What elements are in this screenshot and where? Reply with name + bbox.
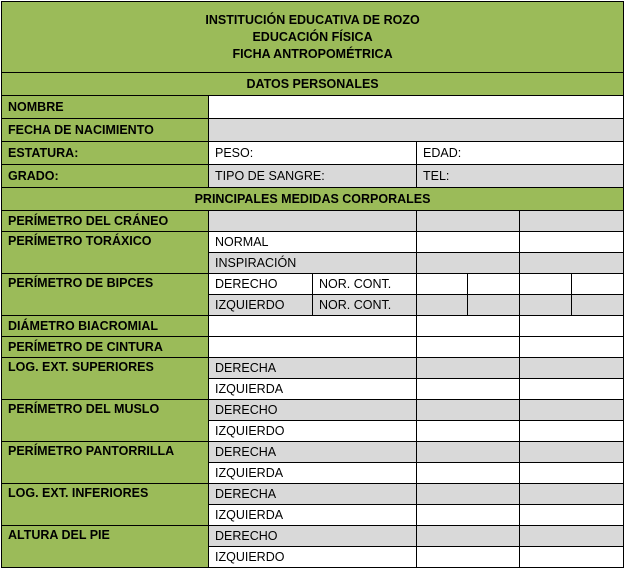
cell-toraxico-insp-1[interactable] — [417, 253, 520, 274]
label-craneo: PERÍMETRO DEL CRÁNEO — [2, 211, 209, 232]
cell-ext-inf-der-1[interactable] — [417, 484, 520, 505]
cell-muslo-der-2[interactable] — [520, 400, 624, 421]
cell-pantorrilla-izq-1[interactable] — [417, 463, 520, 484]
field-tipo-sangre[interactable]: TIPO DE SANGRE: — [209, 165, 417, 188]
row-fecha-nacimiento — [2, 119, 624, 142]
header-row — [2, 2, 624, 73]
row-toraxico-normal — [2, 232, 624, 253]
subject-name: EDUCACIÓN FÍSICA — [252, 29, 373, 44]
field-edad[interactable]: EDAD: — [417, 142, 624, 165]
sublabel-altura-pie-derecho: DERECHO — [209, 526, 417, 547]
cell-biacromial-1[interactable] — [209, 316, 417, 337]
cell-toraxico-insp-2[interactable] — [520, 253, 624, 274]
cell-ext-inf-der-2[interactable] — [520, 484, 624, 505]
cell-ext-sup-izq-2[interactable] — [520, 379, 624, 400]
field-peso[interactable]: PESO: — [209, 142, 417, 165]
cell-ext-sup-der-2[interactable] — [520, 358, 624, 379]
sublabel-bipces-derecho: DERECHO — [209, 274, 313, 295]
cell-cintura-3[interactable] — [520, 337, 624, 358]
section-personal-row — [2, 73, 624, 96]
row-craneo — [2, 211, 624, 232]
cell-toraxico-normal-2[interactable] — [520, 232, 624, 253]
cell-altura-pie-izq-1[interactable] — [417, 547, 520, 568]
cell-cintura-2[interactable] — [417, 337, 520, 358]
label-biacromial: DIÁMETRO BIACROMIAL — [2, 316, 209, 337]
cell-pantorrilla-izq-2[interactable] — [520, 463, 624, 484]
sublabel-bipces-nor-cont-1: NOR. CONT. — [313, 274, 417, 295]
row-grado — [2, 165, 624, 188]
row-biacromial — [2, 316, 624, 337]
row-altura-pie-derecho — [2, 526, 624, 547]
institution-name: INSTITUCIÓN EDUCATIVA DE ROZO — [205, 12, 420, 27]
cell-bipces-izq-3[interactable] — [520, 295, 572, 316]
label-pantorrilla: PERÍMETRO PANTORRILLA — [2, 442, 209, 484]
label-estatura: ESTATURA: — [2, 142, 209, 165]
label-muslo: PERÍMETRO DEL MUSLO — [2, 400, 209, 442]
sublabel-altura-pie-izquierdo: IZQUIERDO — [209, 547, 417, 568]
section-measures-row — [2, 188, 624, 211]
sublabel-ext-inf-derecha: DERECHA — [209, 484, 417, 505]
document-title — [2, 2, 624, 73]
cell-ext-inf-izq-1[interactable] — [417, 505, 520, 526]
cell-bipces-izq-2[interactable] — [468, 295, 520, 316]
cell-ext-sup-izq-1[interactable] — [417, 379, 520, 400]
sublabel-ext-inf-izquierda: IZQUIERDA — [209, 505, 417, 526]
sublabel-bipces-nor-cont-2: NOR. CONT. — [313, 295, 417, 316]
row-cintura — [2, 337, 624, 358]
cell-bipces-izq-1[interactable] — [417, 295, 468, 316]
form-name: FICHA ANTROPOMÉTRICA — [232, 46, 393, 61]
sublabel-muslo-izquierdo: IZQUIERDO — [209, 421, 417, 442]
sublabel-ext-sup-izquierda: IZQUIERDA — [209, 379, 417, 400]
cell-altura-pie-izq-2[interactable] — [520, 547, 624, 568]
cell-muslo-izq-1[interactable] — [417, 421, 520, 442]
row-ext-superiores-derecha — [2, 358, 624, 379]
section-title-personal: DATOS PERSONALES — [2, 73, 624, 96]
row-pantorrilla-derecha — [2, 442, 624, 463]
sublabel-bipces-izquierdo: IZQUIERDO — [209, 295, 313, 316]
cell-craneo-3[interactable] — [520, 211, 624, 232]
label-ext-superiores: LOG. EXT. SUPERIORES — [2, 358, 209, 400]
field-tel[interactable]: TEL: — [417, 165, 624, 188]
label-nombre: NOMBRE — [2, 96, 209, 119]
cell-ext-sup-der-1[interactable] — [417, 358, 520, 379]
cell-muslo-izq-2[interactable] — [520, 421, 624, 442]
label-grado: GRADO: — [2, 165, 209, 188]
cell-toraxico-normal-1[interactable] — [417, 232, 520, 253]
cell-pantorrilla-der-1[interactable] — [417, 442, 520, 463]
row-estatura — [2, 142, 624, 165]
cell-bipces-der-4[interactable] — [572, 274, 624, 295]
label-cintura: PERÍMETRO DE CINTURA — [2, 337, 209, 358]
cell-muslo-der-1[interactable] — [417, 400, 520, 421]
field-fecha-nacimiento[interactable] — [209, 119, 624, 142]
sublabel-muslo-derecho: DERECHO — [209, 400, 417, 421]
label-ext-inferiores: LOG. EXT. INFERIORES — [2, 484, 209, 526]
sublabel-pantorrilla-derecha: DERECHA — [209, 442, 417, 463]
label-bipces: PERÍMETRO DE BIPCES — [2, 274, 209, 316]
label-toraxico: PERÍMETRO TORÁXICO — [2, 232, 209, 274]
row-ext-inferiores-derecha — [2, 484, 624, 505]
field-nombre[interactable] — [209, 96, 624, 119]
cell-biacromial-2[interactable] — [417, 316, 520, 337]
cell-pantorrilla-der-2[interactable] — [520, 442, 624, 463]
cell-craneo-1[interactable] — [209, 211, 417, 232]
sublabel-ext-sup-derecha: DERECHA — [209, 358, 417, 379]
cell-ext-inf-izq-2[interactable] — [520, 505, 624, 526]
cell-craneo-2[interactable] — [417, 211, 520, 232]
cell-cintura-1[interactable] — [209, 337, 417, 358]
cell-biacromial-3[interactable] — [520, 316, 624, 337]
cell-bipces-der-1[interactable] — [417, 274, 468, 295]
sublabel-pantorrilla-izquierda: IZQUIERDA — [209, 463, 417, 484]
ficha-antropometrica-table — [1, 1, 624, 568]
sublabel-inspiracion: INSPIRACIÓN — [209, 253, 417, 274]
row-nombre — [2, 96, 624, 119]
label-fecha-nacimiento: FECHA DE NACIMIENTO — [2, 119, 209, 142]
sublabel-normal: NORMAL — [209, 232, 417, 253]
cell-bipces-izq-4[interactable] — [572, 295, 624, 316]
section-title-measures: PRINCIPALES MEDIDAS CORPORALES — [2, 188, 624, 211]
cell-bipces-der-2[interactable] — [468, 274, 520, 295]
cell-bipces-der-3[interactable] — [520, 274, 572, 295]
cell-altura-pie-der-2[interactable] — [520, 526, 624, 547]
label-altura-pie: ALTURA DEL PIE — [2, 526, 209, 568]
row-bipces-derecho — [2, 274, 624, 295]
row-muslo-derecho — [2, 400, 624, 421]
cell-altura-pie-der-1[interactable] — [417, 526, 520, 547]
